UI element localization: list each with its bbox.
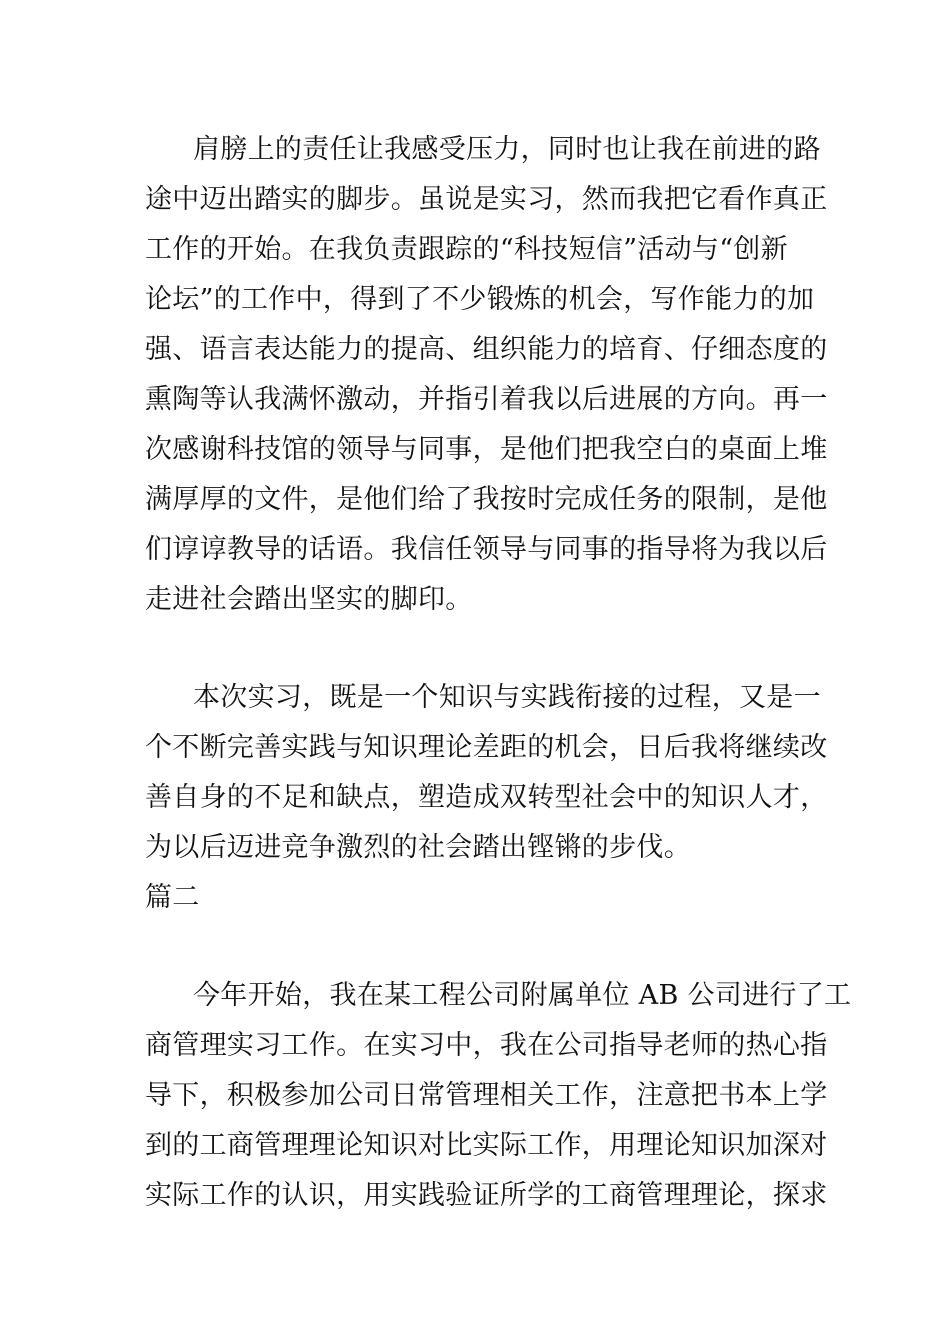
paragraph-1-line-9: 们谆谆教导的话语。我信任领导与同事的指导将为我以后 [145,534,828,565]
paragraph-2-line-3: 善自身的不足和缺点，塑造成双转型社会中的知识人才， [145,782,828,813]
paragraph-1-line-5: 强、语言表达能力的提高、组织能力的培育、仔细态度的 [145,334,828,365]
paragraph-1-line-2: 途中迈出踏实的脚步。虽说是实习，然而我把它看作真正 [145,184,828,215]
paragraph-1-line-1: 肩膀上的责任让我感受压力，同时也让我在前进的路 [193,134,821,165]
paragraph-3-line-4: 到的工商管理理论知识对比实际工作，用理论知识加深对 [145,1130,828,1161]
paragraph-2-line-4: 为以后迈进竞争激烈的社会踏出铿锵的步伐。 [145,832,691,863]
paragraph-3-line-2: 商管理实习工作。在实习中，我在公司指导老师的热心指 [145,1030,828,1061]
paragraph-2-line-1: 本次实习，既是一个知识与实践衔接的过程，又是一 [193,682,821,713]
paragraph-1-line-4: 论坛”的工作中，得到了不少锻炼的机会，写作能力的加 [145,284,815,315]
paragraph-1-line-7: 次感谢科技馆的领导与同事，是他们把我空白的桌面上堆 [145,434,828,465]
paragraph-3-line-3: 导下，积极参加公司日常管理相关工作，注意把书本上学 [145,1080,828,1111]
paragraph-1-line-3: 工作的开始。在我负责跟踪的“科技短信”活动与“创新 [145,234,788,265]
paragraph-3-line-1: 今年开始，我在某工程公司附属单位 AB 公司进行了工 [193,980,852,1011]
paragraph-1-line-8: 满厚厚的文件，是他们给了我按时完成任务的限制，是他 [145,484,828,515]
paragraph-2-line-2: 个不断完善实践与知识理论差距的机会，日后我将继续改 [145,732,828,763]
paragraph-1-line-10: 走进社会踏出坚实的脚印。 [145,584,473,615]
paragraph-3-line-5: 实际工作的认识，用实践验证所学的工商管理理论，探求 [145,1180,828,1211]
section-heading: 篇二 [145,882,200,913]
paragraph-1-line-6: 熏陶等认我满怀激动，并指引着我以后进展的方向。再一 [145,384,828,415]
